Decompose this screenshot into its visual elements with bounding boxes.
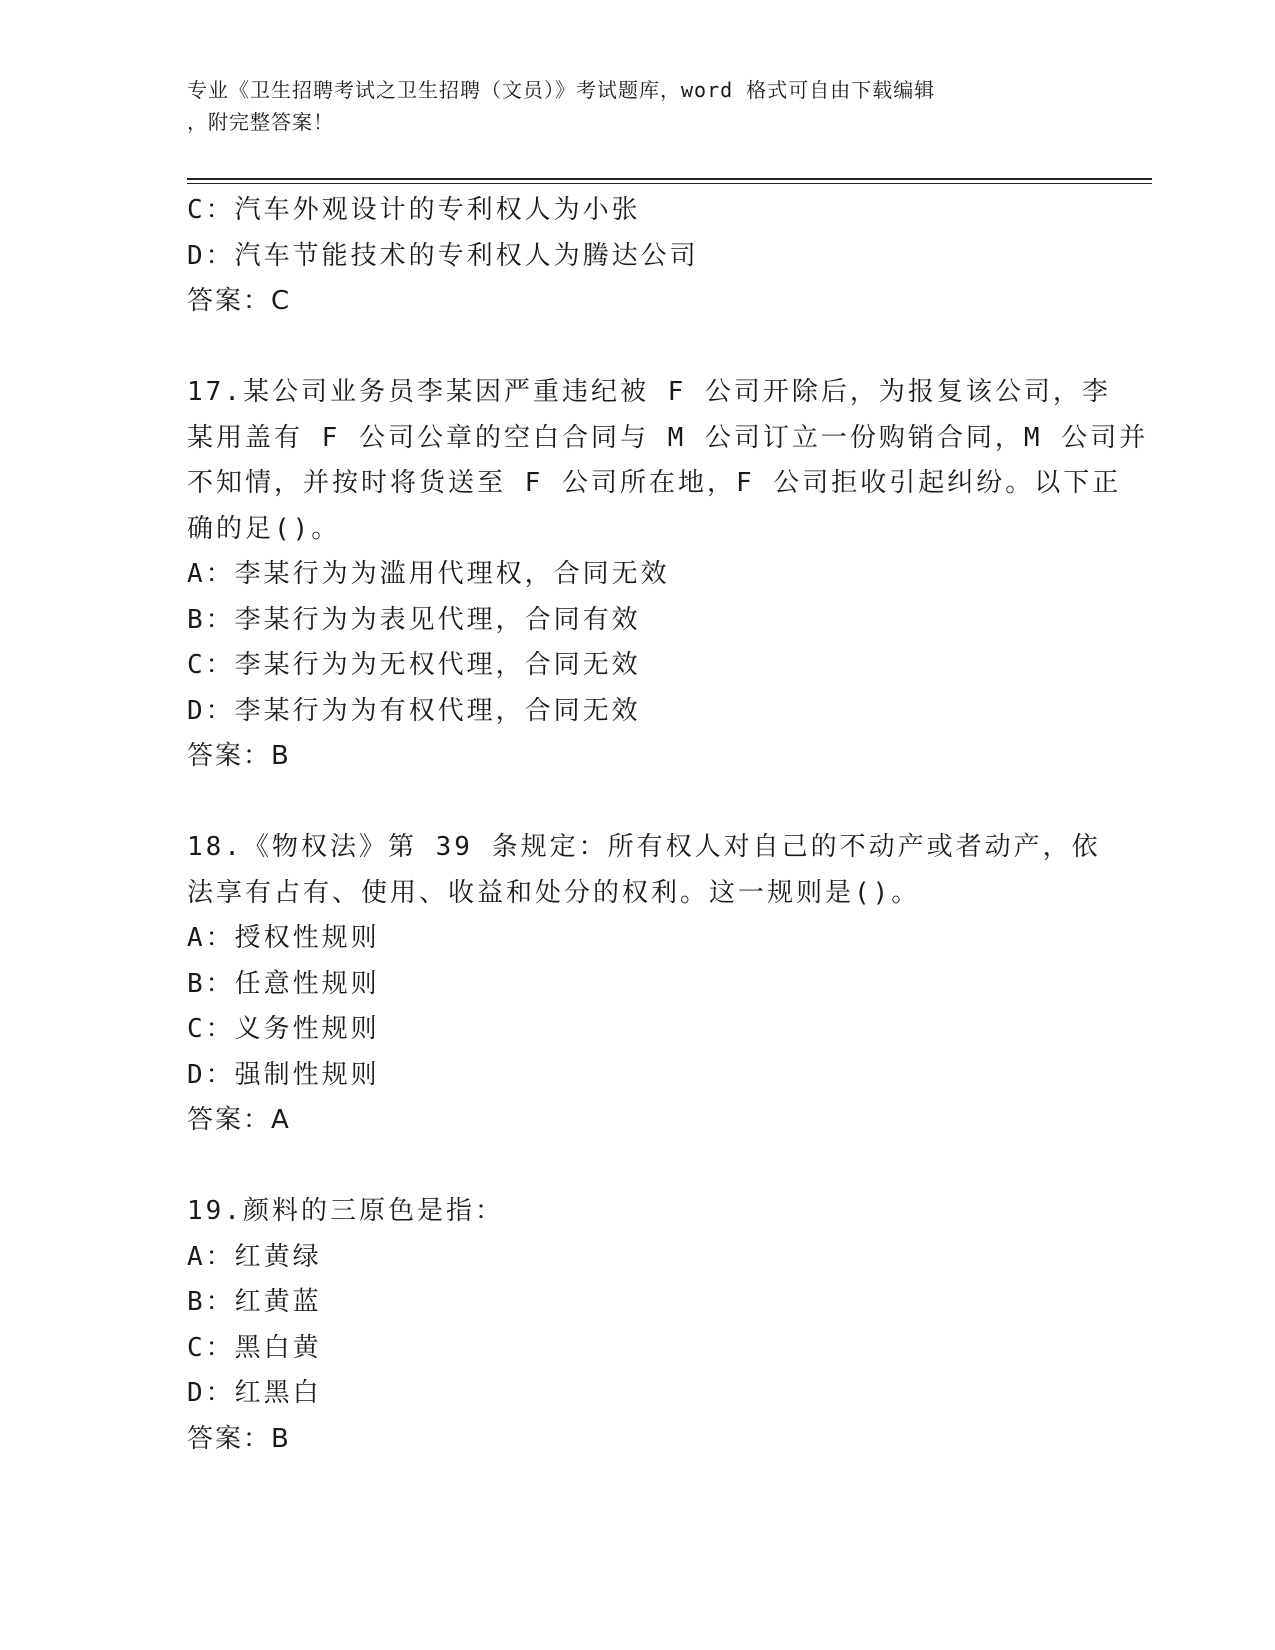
- spacer: [187, 780, 1087, 826]
- header-line-2: ，附完整答案！: [187, 110, 334, 134]
- option-c: C：汽车外观设计的专利权人为小张: [187, 195, 641, 225]
- question-18: [187, 825, 1101, 1144]
- answer-line: 答案：C: [187, 286, 292, 316]
- document-header: [187, 74, 1087, 138]
- option-d: D：强制性规则: [187, 1059, 380, 1090]
- question-stem: 法享有占有、使用、收益和处分的权利。这一规则是()。: [187, 877, 921, 908]
- document-body: [187, 188, 1149, 1462]
- answer-line: 答案：B: [187, 1423, 291, 1454]
- question-stem: 18.《物权法》第 39 条规定：所有权人对自己的不动产或者动产，依: [187, 832, 1101, 862]
- header-divider-thin: [187, 183, 1152, 184]
- option-c: C：义务性规则: [187, 1014, 380, 1044]
- option-a: A：李某行为为滥用代理权，合同无效: [187, 559, 670, 589]
- option-d: D：汽车节能技术的专利权人为腾达公司: [187, 240, 699, 271]
- answer-line: 答案：B: [187, 741, 291, 771]
- option-b: B：任意性规则: [187, 968, 380, 999]
- question-16-tail: [187, 188, 1087, 325]
- spacer: [187, 325, 1087, 371]
- option-a: A：红黄绿: [187, 1241, 322, 1272]
- question-19: [187, 1189, 1087, 1462]
- header-line-1: 专业《卫生招聘考试之卫生招聘（文员）》考试题库，word 格式可自由下载编辑: [187, 78, 936, 102]
- option-c: C：黑白黄: [187, 1332, 322, 1363]
- header-divider-thick: [187, 178, 1152, 180]
- question-stem: 某用盖有 F 公司公章的空白合同与 M 公司订立一份购销合同，M 公司并: [187, 422, 1149, 453]
- option-d: D：李某行为为有权代理，合同无效: [187, 695, 641, 726]
- question-17: [187, 370, 1149, 780]
- question-stem: 确的足()。: [187, 513, 341, 544]
- spacer: [187, 1144, 1087, 1190]
- question-stem: 17.某公司业务员李某因严重违纪被 F 公司开除后，为报复该公司，李: [187, 377, 1111, 407]
- option-a: A：授权性规则: [187, 923, 380, 953]
- question-stem: 19.颜料的三原色是指：: [187, 1196, 504, 1226]
- option-d: D：红黑白: [187, 1378, 322, 1408]
- answer-line: 答案：A: [187, 1105, 291, 1135]
- option-c: C：李某行为为无权代理，合同无效: [187, 650, 641, 680]
- question-stem: 不知情，并按时将货送至 F 公司所在地，F 公司拒收引起纠纷。以下正: [187, 468, 1122, 498]
- option-b: B：李某行为为表见代理，合同有效: [187, 604, 641, 635]
- option-b: B：红黄蓝: [187, 1287, 322, 1317]
